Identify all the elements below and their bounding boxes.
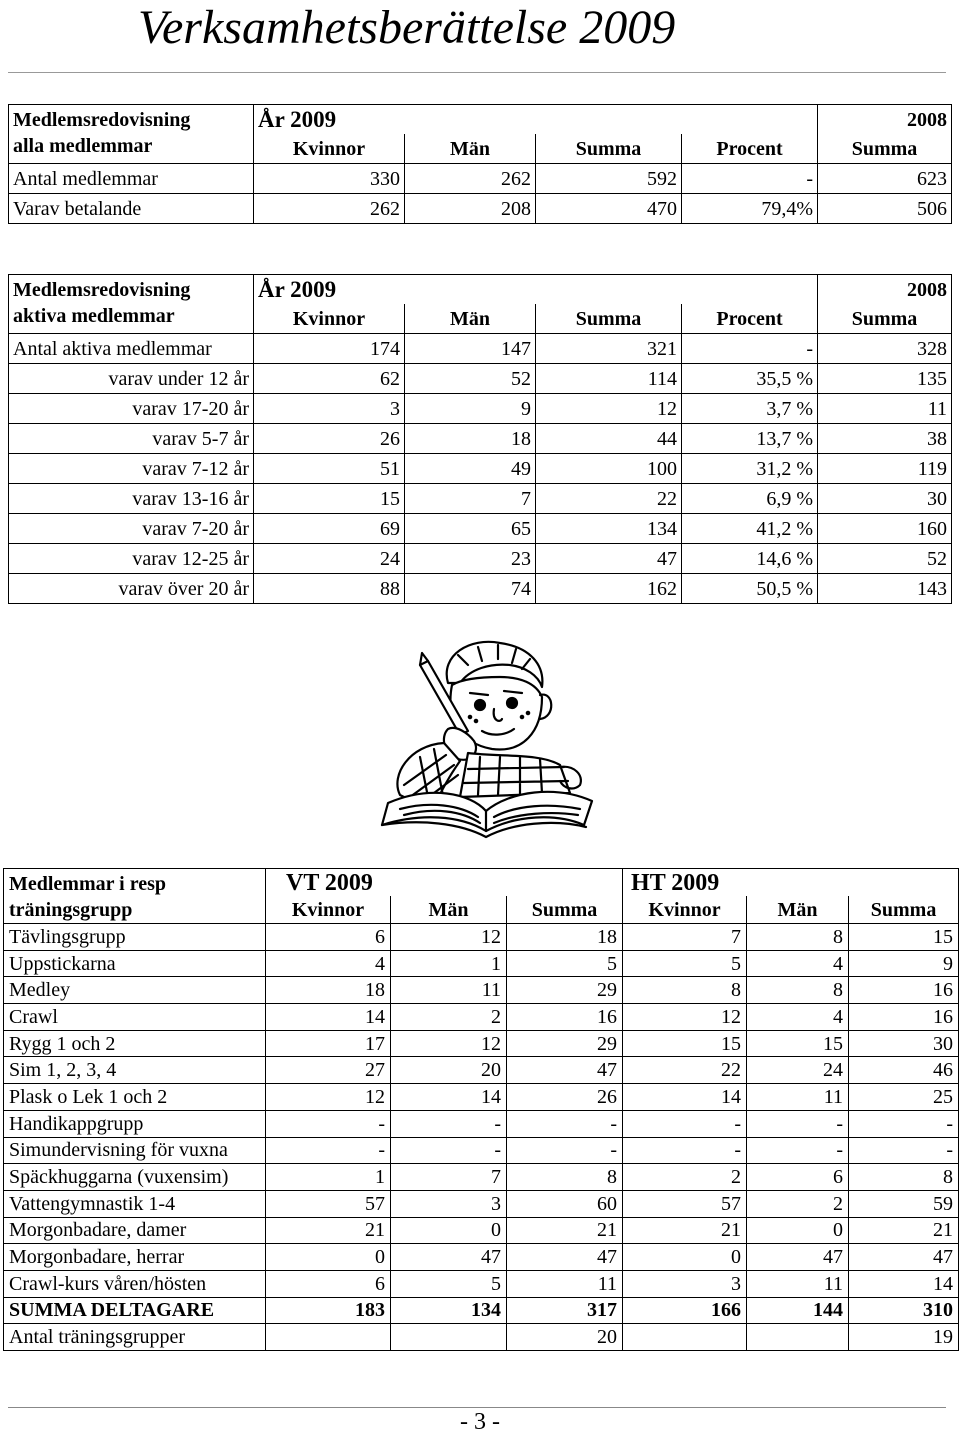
- cell: 74: [405, 574, 536, 604]
- cell: 4: [747, 950, 849, 977]
- cell: 46: [849, 1057, 959, 1084]
- column-header: Kvinnor: [266, 896, 391, 924]
- cell: 29: [507, 1030, 623, 1057]
- cell: [391, 1324, 507, 1351]
- cell: 18: [507, 924, 623, 951]
- cell: 7: [623, 924, 747, 951]
- cell: 134: [536, 514, 682, 544]
- cell: 47: [507, 1244, 623, 1271]
- column-header: Procent: [682, 304, 818, 334]
- cell: [623, 1324, 747, 1351]
- cell: 52: [405, 364, 536, 394]
- column-header: Summa: [818, 304, 952, 334]
- cell: 592: [536, 164, 682, 194]
- year-label: År 2009: [254, 105, 818, 135]
- row-label: Crawl: [4, 1004, 266, 1031]
- cell: 65: [405, 514, 536, 544]
- row-label: Morgonbadare, damer: [4, 1217, 266, 1244]
- column-header: Summa: [507, 896, 623, 924]
- cell: 317: [507, 1297, 623, 1324]
- row-label: Medley: [4, 977, 266, 1004]
- cell: 47: [849, 1244, 959, 1271]
- cell: 47: [507, 1057, 623, 1084]
- cell: 17: [266, 1030, 391, 1057]
- child-reading-illustration: [360, 625, 610, 840]
- cell: -: [682, 334, 818, 364]
- cell: 18: [266, 977, 391, 1004]
- cell: 3: [623, 1270, 747, 1297]
- cell: 23: [405, 544, 536, 574]
- cell: 50,5 %: [682, 574, 818, 604]
- row-label: Tävlingsgrupp: [4, 924, 266, 951]
- header-divider: [8, 72, 946, 73]
- cell: 26: [507, 1084, 623, 1111]
- cell: 9: [849, 950, 959, 977]
- cell: 35,5 %: [682, 364, 818, 394]
- row-label: varav 12-25 år: [9, 544, 254, 574]
- cell: -: [507, 1110, 623, 1137]
- cell: 14: [266, 1004, 391, 1031]
- cell: 13,7 %: [682, 424, 818, 454]
- column-header: Män: [391, 896, 507, 924]
- table-row: [4, 1217, 959, 1244]
- row-label: Uppstickarna: [4, 950, 266, 977]
- cell: 59: [849, 1190, 959, 1217]
- ht-groups-sum: 19: [849, 1324, 959, 1351]
- table-row: [9, 164, 952, 194]
- cell: -: [682, 164, 818, 194]
- column-header: Kvinnor: [254, 304, 405, 334]
- cell: 100: [536, 454, 682, 484]
- table-row: [4, 1057, 959, 1084]
- cell: 8: [623, 977, 747, 1004]
- cell: 7: [405, 484, 536, 514]
- cell: 47: [536, 544, 682, 574]
- row-label: Crawl-kurs våren/hösten: [4, 1270, 266, 1297]
- cell: 16: [849, 1004, 959, 1031]
- row-label: Rygg 1 och 2: [4, 1030, 266, 1057]
- cell: 14: [623, 1084, 747, 1111]
- training-groups-label: Medlemmar i resp träningsgrupp: [4, 869, 266, 924]
- cell: 262: [254, 194, 405, 224]
- cell: -: [747, 1110, 849, 1137]
- cell: 0: [391, 1217, 507, 1244]
- total-row: [4, 1297, 959, 1324]
- cell: -: [849, 1137, 959, 1164]
- table-row: [9, 574, 952, 604]
- cell: 5: [391, 1270, 507, 1297]
- cell: 15: [747, 1030, 849, 1057]
- cell: 11: [818, 394, 952, 424]
- cell: 0: [623, 1244, 747, 1271]
- cell: -: [391, 1110, 507, 1137]
- cell: 5: [623, 950, 747, 977]
- year-label: År 2009: [254, 275, 818, 305]
- cell: 183: [266, 1297, 391, 1324]
- row-label: varav 5-7 år: [9, 424, 254, 454]
- cell: 11: [391, 977, 507, 1004]
- cell: 1: [266, 1164, 391, 1191]
- column-header: Summa: [536, 134, 682, 164]
- cell: 5: [507, 950, 623, 977]
- cell: 174: [254, 334, 405, 364]
- cell: 160: [818, 514, 952, 544]
- column-header: Summa: [536, 304, 682, 334]
- table-row: [4, 1244, 959, 1271]
- page-title: Verksamhetsberättelse 2009: [138, 1, 676, 54]
- table-row: [4, 1164, 959, 1191]
- cell: 143: [818, 574, 952, 604]
- cell: 470: [536, 194, 682, 224]
- cell: 57: [266, 1190, 391, 1217]
- cell: 44: [536, 424, 682, 454]
- row-label: Simundervisning för vuxna: [4, 1137, 266, 1164]
- row-label: varav över 20 år: [9, 574, 254, 604]
- cell: 27: [266, 1057, 391, 1084]
- cell: -: [623, 1137, 747, 1164]
- cell: 47: [391, 1244, 507, 1271]
- cell: 25: [849, 1084, 959, 1111]
- cell: 135: [818, 364, 952, 394]
- table-row: [9, 484, 952, 514]
- row-label: Vattengymnastik 1-4: [4, 1190, 266, 1217]
- cell: 14: [391, 1084, 507, 1111]
- column-header: Procent: [682, 134, 818, 164]
- cell: 21: [623, 1217, 747, 1244]
- cell: 2: [391, 1004, 507, 1031]
- active-members-table: [8, 274, 952, 604]
- cell: 0: [266, 1244, 391, 1271]
- cell: 623: [818, 164, 952, 194]
- cell: 166: [623, 1297, 747, 1324]
- cell: -: [849, 1110, 959, 1137]
- table-row: [9, 194, 952, 224]
- cell: 8: [747, 924, 849, 951]
- column-header: Summa: [849, 896, 959, 924]
- cell: 8: [849, 1164, 959, 1191]
- cell: 52: [818, 544, 952, 574]
- footer-divider: [8, 1407, 946, 1408]
- active-members-label: Medlemsredovisning aktiva medlemmar: [9, 275, 254, 334]
- cell: 21: [507, 1217, 623, 1244]
- ht-label: HT 2009: [623, 869, 959, 897]
- cell: [747, 1324, 849, 1351]
- cell: 16: [507, 1004, 623, 1031]
- cell: 79,4%: [682, 194, 818, 224]
- cell: 3,7 %: [682, 394, 818, 424]
- cell: 6,9 %: [682, 484, 818, 514]
- column-header: Män: [405, 304, 536, 334]
- row-label: Handikappgrupp: [4, 1110, 266, 1137]
- table-row: [4, 1030, 959, 1057]
- cell: 31,2 %: [682, 454, 818, 484]
- cell: 330: [254, 164, 405, 194]
- column-header: Män: [405, 134, 536, 164]
- cell: 12: [391, 1030, 507, 1057]
- cell: 88: [254, 574, 405, 604]
- cell: 8: [507, 1164, 623, 1191]
- cell: 6: [747, 1164, 849, 1191]
- table-row: [4, 1110, 959, 1137]
- table-row: [9, 454, 952, 484]
- row-label: varav 13-16 år: [9, 484, 254, 514]
- training-groups-table: [3, 868, 959, 1351]
- cell: 15: [623, 1030, 747, 1057]
- column-header: Summa: [818, 134, 952, 164]
- cell: 4: [747, 1004, 849, 1031]
- table-row: [4, 1270, 959, 1297]
- table-row: [4, 1084, 959, 1111]
- cell: 2: [747, 1190, 849, 1217]
- cell: -: [747, 1137, 849, 1164]
- cell: 11: [507, 1270, 623, 1297]
- cell: 162: [536, 574, 682, 604]
- table-row: [4, 1137, 959, 1164]
- cell: 208: [405, 194, 536, 224]
- cell: 134: [391, 1297, 507, 1324]
- row-label: Varav betalande: [9, 194, 254, 224]
- table-row: [9, 514, 952, 544]
- row-label: varav under 12 år: [9, 364, 254, 394]
- active-members-rows: [9, 334, 952, 604]
- cell: 21: [849, 1217, 959, 1244]
- cell: 3: [254, 394, 405, 424]
- cell: 38: [818, 424, 952, 454]
- cell: 506: [818, 194, 952, 224]
- cell: 310: [849, 1297, 959, 1324]
- cell: 14: [849, 1270, 959, 1297]
- column-header: Kvinnor: [623, 896, 747, 924]
- cell: 144: [747, 1297, 849, 1324]
- cell: 60: [507, 1190, 623, 1217]
- table-row: [4, 977, 959, 1004]
- cell: 6: [266, 924, 391, 951]
- table-row: [9, 394, 952, 424]
- cell: -: [266, 1137, 391, 1164]
- all-members-label: Medlemsredovisning alla medlemmar: [9, 105, 254, 164]
- page-number: - 3 -: [460, 1409, 500, 1435]
- prev-year-label: 2008: [818, 275, 952, 305]
- cell: 14,6 %: [682, 544, 818, 574]
- prev-year-label: 2008: [818, 105, 952, 135]
- cell: 18: [405, 424, 536, 454]
- table-row: [4, 1004, 959, 1031]
- row-label: Antal träningsgrupper: [4, 1324, 266, 1351]
- cell: 0: [747, 1217, 849, 1244]
- cell: 20: [391, 1057, 507, 1084]
- cell: 22: [536, 484, 682, 514]
- column-header: Män: [747, 896, 849, 924]
- cell: 114: [536, 364, 682, 394]
- cell: 69: [254, 514, 405, 544]
- cell: 24: [747, 1057, 849, 1084]
- table-row: [4, 1190, 959, 1217]
- table-row: [9, 364, 952, 394]
- cell: 12: [623, 1004, 747, 1031]
- cell: 51: [254, 454, 405, 484]
- cell: 3: [391, 1190, 507, 1217]
- row-label: Plask o Lek 1 och 2: [4, 1084, 266, 1111]
- row-label: varav 7-20 år: [9, 514, 254, 544]
- cell: 29: [507, 977, 623, 1004]
- cell: 11: [747, 1270, 849, 1297]
- cell: 11: [747, 1084, 849, 1111]
- cell: 2: [623, 1164, 747, 1191]
- cell: 328: [818, 334, 952, 364]
- row-label: Antal medlemmar: [9, 164, 254, 194]
- table-row: [9, 544, 952, 574]
- cell: 15: [254, 484, 405, 514]
- row-label: Morgonbadare, herrar: [4, 1244, 266, 1271]
- cell: 321: [536, 334, 682, 364]
- vt-groups-sum: 20: [507, 1324, 623, 1351]
- all-members-table: [8, 104, 952, 224]
- row-label: SUMMA DELTAGARE: [4, 1297, 266, 1324]
- cell: 62: [254, 364, 405, 394]
- cell: 7: [391, 1164, 507, 1191]
- cell: 30: [818, 484, 952, 514]
- all-members-rows: [9, 164, 952, 224]
- groups-count-row: [4, 1324, 959, 1351]
- cell: 21: [266, 1217, 391, 1244]
- row-label: varav 17-20 år: [9, 394, 254, 424]
- cell: 15: [849, 924, 959, 951]
- table-row: [9, 334, 952, 364]
- cell: 147: [405, 334, 536, 364]
- table-row: [9, 424, 952, 454]
- cell: 262: [405, 164, 536, 194]
- cell: -: [507, 1137, 623, 1164]
- cell: 22: [623, 1057, 747, 1084]
- cell: [266, 1324, 391, 1351]
- cell: -: [623, 1110, 747, 1137]
- row-label: Späckhuggarna (vuxensim): [4, 1164, 266, 1191]
- cell: 119: [818, 454, 952, 484]
- cell: 12: [266, 1084, 391, 1111]
- table-row: [4, 924, 959, 951]
- cell: 57: [623, 1190, 747, 1217]
- cell: 47: [747, 1244, 849, 1271]
- cell: 41,2 %: [682, 514, 818, 544]
- cell: 1: [391, 950, 507, 977]
- table-row: [4, 950, 959, 977]
- cell: 8: [747, 977, 849, 1004]
- cell: 49: [405, 454, 536, 484]
- cell: 6: [266, 1270, 391, 1297]
- cell: 30: [849, 1030, 959, 1057]
- cell: 12: [536, 394, 682, 424]
- row-label: Antal aktiva medlemmar: [9, 334, 254, 364]
- row-label: Sim 1, 2, 3, 4: [4, 1057, 266, 1084]
- cell: 9: [405, 394, 536, 424]
- vt-label: VT 2009: [266, 869, 623, 897]
- cell: 24: [254, 544, 405, 574]
- cell: -: [391, 1137, 507, 1164]
- row-label: varav 7-12 år: [9, 454, 254, 484]
- cell: 16: [849, 977, 959, 1004]
- cell: 26: [254, 424, 405, 454]
- cell: -: [266, 1110, 391, 1137]
- training-groups-rows: [4, 924, 959, 1298]
- cell: 4: [266, 950, 391, 977]
- cell: 12: [391, 924, 507, 951]
- column-header: Kvinnor: [254, 134, 405, 164]
